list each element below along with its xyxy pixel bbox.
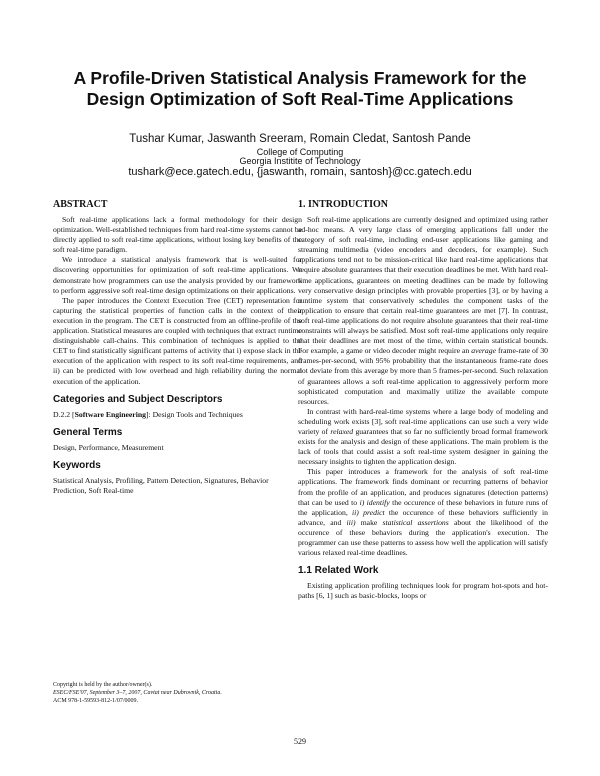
introduction-heading: 1. INTRODUCTION	[298, 199, 389, 210]
general-terms-heading: General Terms	[53, 426, 123, 438]
intro-paragraph-2: In contrast with hard-real-time systems where a large body of modeling and scheduling work exists [3], soft real-time applications can use such a very wide variety of relaxed guarantees that so far no sufficiently broad formal framework exists for the analysis and design of these applications. The main problem is the lack of tools that could assist a soft real-time system designer in gaining the necessary insights to tighten the application design.	[298, 406, 548, 467]
left-column	[53, 199, 302, 496]
title-line-1: A Profile-Driven Statistical Analysis Framework for the	[73, 68, 527, 88]
category-rest: ]: Design Tools and Techniques	[145, 409, 243, 419]
abstract-paragraph-3: The paper introduces the Context Execution Tree (CET) representation for capturing the statistical properties of function calls in the context of their execution in the program. The CET is constructed from an offline-profile of the application. Statistical measures are coupled with techniques that extract runtime distinguishable call-chains. This combination of techniques is applied to the CET to find statistically significant patterns of activity that i) expose slack in the execution of the application with respect to its soft real-time requirements, and ii) can be predicted with low overhead and high reliability during the normal execution of the application.	[53, 295, 302, 386]
intro-paragraph-1: Soft real-time applications are currently designed and optimized using rather ad-hoc means. A very large class of emerging applications fall under the category of soft real-time, including end-user applications like gaming and streaming multimedia (video encoders and decoders, for example). Such applications tend not to be mission-critical like hard real-time applications that require absolute guarantees that their execution deadlines be met. With hard real-time applications, guarantees on meeting deadlines can be made by following very conservative design principles with provable properties [3], or by having a runtime system that conservatively schedules the component tasks of the application to ensure that certain real-time guarantees are met [7]. In contrast, soft real-time applications do not require absolute guarantees that their real-time constraints will always be satisfied. Most soft real-time applications only require that their deadlines are met most of the time, within certain statistical bounds. For example, a game or video decoder might require an average frame-rate of 30 frames-per-second, with 95% probability that the instantaneous frame-rate does not deviate from this average by more than 5 frames-per-second. Such relaxation of guarantees allows a soft real-time application to aggressively perform more sophisticated computation and maximally utilize the available compute resources.	[298, 215, 549, 406]
copyright-footnote	[53, 681, 302, 705]
paper-title	[40, 68, 560, 110]
intro-paragraph-3: This paper introduces a framework for the analysis of soft real-time applications. The framework finds dominant or recurring patterns of behavior from the profile of an application, and produces signatures (detection patterns) that can be used to i) identify the occurence of these behaviors in future runs of the application, ii) predict the occurence of these behaviors sufficiently in advance, and iii) make statistical assertions about the likelihood of the occurence of these behaviors during the application's execution. The programmer can use these patterns to assess how well the application will satisfy various relaxed real-time deadlines.	[298, 467, 549, 558]
title-line-2: Design Optimization of Soft Real-Time Applications	[86, 89, 514, 109]
category-code: D.2.2 [	[53, 409, 75, 419]
related-work-paragraph: Existing application profiling techniques look for program hot-spots and hot-paths [6, 1] such as basic-blocks, loops or	[298, 581, 548, 601]
related-work-heading: 1.1 Related Work	[298, 565, 379, 577]
affiliation-department: College of Computing	[256, 147, 344, 157]
general-terms-text: Design, Performance, Measurement	[53, 442, 164, 452]
page-number: 529	[294, 737, 306, 746]
footnote-line-2: ESEC/FSE'07, September 3–7, 2007, Cavtat near Dubrovnik, Croatia.	[53, 690, 222, 696]
abstract-heading: ABSTRACT	[53, 199, 108, 210]
author-emails: tushark@ece.gatech.edu, {jaswanth, romain, santosh}@cc.gatech.edu	[128, 166, 472, 178]
category-name: Software Engineering	[74, 409, 146, 419]
author-list: Tushar Kumar, Jaswanth Sreeram, Romain Cledat, Santosh Pande	[129, 133, 471, 145]
categories-heading: Categories and Subject Descriptors	[53, 393, 223, 405]
categories-text	[53, 410, 302, 420]
footnote-line-3: ACM 978-1-59593-812-1/07/0009.	[53, 698, 138, 704]
right-column	[298, 199, 548, 601]
abstract-paragraph-1: Soft real-time applications lack a formal methodology for their design optimization. Well-established techniques from hard real-time systems cannot be directly applied to soft real-time applications, without losing key benefits of the soft real-time paradigm.	[53, 215, 302, 255]
keywords-heading: Keywords	[53, 459, 101, 471]
affiliation-institution: Georgia Institite of Technology	[239, 156, 361, 166]
keywords-text: Statistical Analysis, Profiling, Pattern Detection, Signatures, Behavior Prediction, Soft Real-time	[53, 475, 269, 495]
abstract-paragraph-2: We introduce a statistical analysis framework that is well-suited for discovering opportunities for optimization of soft real-time applications. We demonstrate how programmers can use the analysis provided by our framework to perform aggressive soft real-time design optimizations on their applications.	[53, 255, 302, 295]
footnote-line-1: Copyright is held by the author/owner(s).	[53, 682, 153, 688]
